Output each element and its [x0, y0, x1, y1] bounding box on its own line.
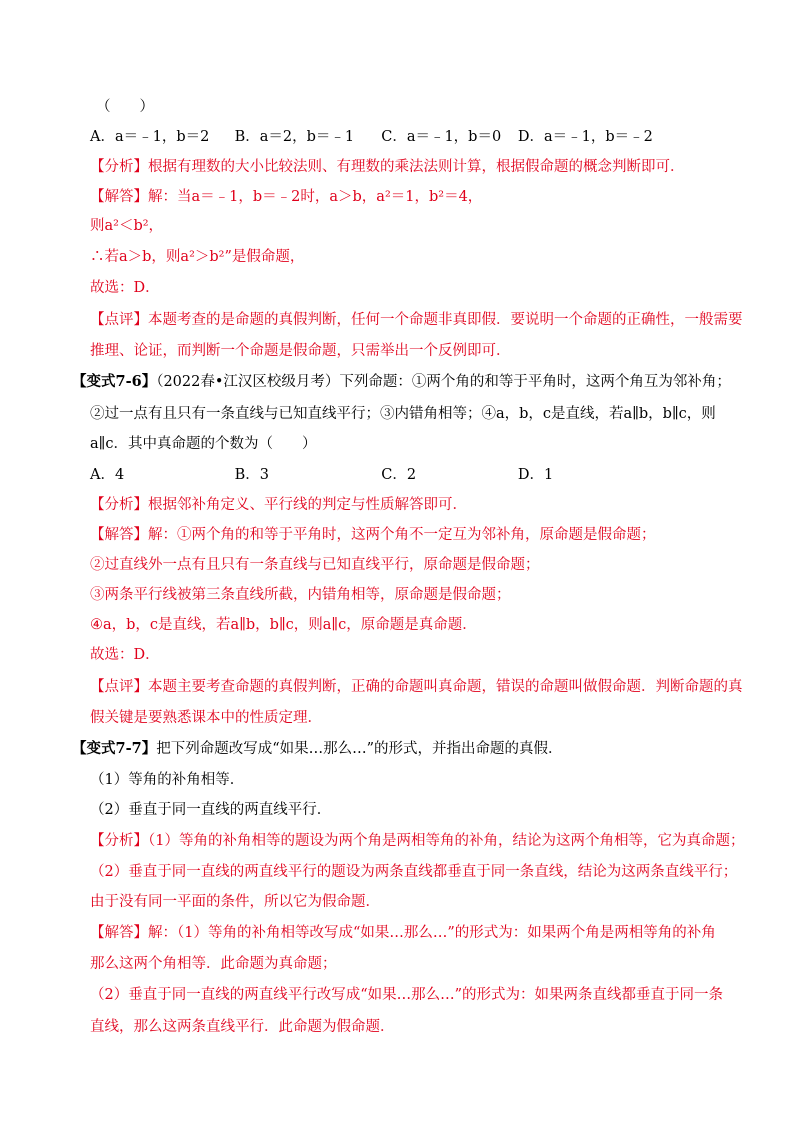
option-a: A．4	[90, 467, 125, 483]
option-d: D．1	[517, 467, 554, 483]
question-line	[72, 739, 563, 759]
comment-line: 推理、论证，而判断一个命题是假命题，只需举出一个反例即可．	[90, 343, 511, 359]
answer-line: ③两条平行线被第三条直线所截，内错角相等，原命题是假命题；	[90, 587, 511, 603]
analysis-text: 【分析】（1）等角的补角相等的题设为两个角是两相等角的补角，结论为这两个角相等，它为真命题；	[90, 833, 745, 849]
answer-line: ④a，b，c是直线，若a∥b，b∥c，则a∥c，原命题是真命题．	[90, 617, 477, 633]
comment-line: 假关键是要熟悉课本中的性质定理．	[90, 710, 322, 726]
question-line	[72, 372, 731, 392]
answer-line: ②过直线外一点有且只有一条直线与已知直线平行，原命题是假命题；	[90, 557, 540, 573]
choice-line: 故选：D．	[90, 280, 160, 296]
question-text: （2022春•江汉区校级月考）下列命题：①两个角的和等于平角时，这两个角互为邻补角；	[156, 374, 731, 390]
comment-line: 【点评】本题主要考查命题的真假判断，正确的命题叫真命题，错误的命题叫做假命题．判断命题的真	[90, 679, 743, 695]
answer-line: 【解答】解：①两个角的和等于平角时，这两个角不一定互为邻补角，原命题是假命题；	[90, 527, 656, 543]
question-item: （1）等角的补角相等．	[90, 772, 245, 788]
analysis-text: 【分析】根据邻补角定义、平行线的判定与性质解答即可．	[90, 497, 467, 513]
question-line: ②过一点有且只有一条直线与已知直线平行；③内错角相等；④a，b，c是直线，若a∥b，b∥c，则	[90, 406, 716, 422]
option-a: A．a＝﹣1，b＝2	[90, 129, 210, 145]
variant-label: 【变式7-7】	[72, 740, 157, 757]
analysis-text: （2）垂直于同一直线的两直线平行的题设为两条直线都垂直于同一条直线，结论为这两条直线平行；	[90, 864, 738, 880]
answer-line: 那么这两个角相等．此命题为真命题；	[90, 956, 337, 972]
question-line: a∥c．其中真命题的个数为（ ）	[90, 436, 317, 452]
answer-line: ∴若a＞b，则a²＞b²”是假命题，	[90, 249, 305, 265]
answer-line: 【解答】解：（1）等角的补角相等改写成“如果…那么…”的形式为：如果两个角是两相等角的补角	[90, 925, 716, 941]
answer-line: 【解答】解：当a＝﹣1，b＝﹣2时，a＞b，a²＝1，b²＝4，	[90, 189, 483, 205]
analysis-text: 【分析】根据有理数的大小比较法则、有理数的乘法法则计算，根据假命题的概念判断即可．	[90, 159, 685, 175]
answer-line: （2）垂直于同一直线的两直线平行改写成“如果…那么…”的形式为：如果两条直线都垂直于同一条	[90, 987, 724, 1003]
question-item: （2）垂直于同一直线的两直线平行．	[90, 802, 332, 818]
comment-line: 【点评】本题考查的是命题的真假判断，任何一个命题非真即假．要说明一个命题的正确性，一般需要	[90, 312, 743, 328]
question-text: 把下列命题改写成“如果…那么…”的形式，并指出命题的真假．	[156, 741, 563, 757]
answer-paren: （ ）	[96, 99, 154, 115]
options-row	[90, 127, 653, 147]
answer-line: 直线，那么这两条直线平行．此命题为假命题．	[90, 1019, 395, 1035]
answer-line: 则a²＜b²，	[90, 218, 164, 234]
option-c: C．a＝﹣1，b＝0	[381, 129, 502, 145]
variant-label: 【变式7-6】	[72, 373, 157, 390]
option-b: B．a＝2，b＝﹣1	[234, 129, 355, 145]
option-b: B．3	[234, 467, 269, 483]
option-c: C．2	[381, 467, 417, 483]
options-row	[90, 465, 553, 485]
choice-line: 故选：D．	[90, 647, 160, 663]
analysis-text: 由于没有同一平面的条件，所以它为假命题．	[90, 894, 380, 910]
option-d: D．a＝﹣1，b＝﹣2	[517, 129, 653, 145]
